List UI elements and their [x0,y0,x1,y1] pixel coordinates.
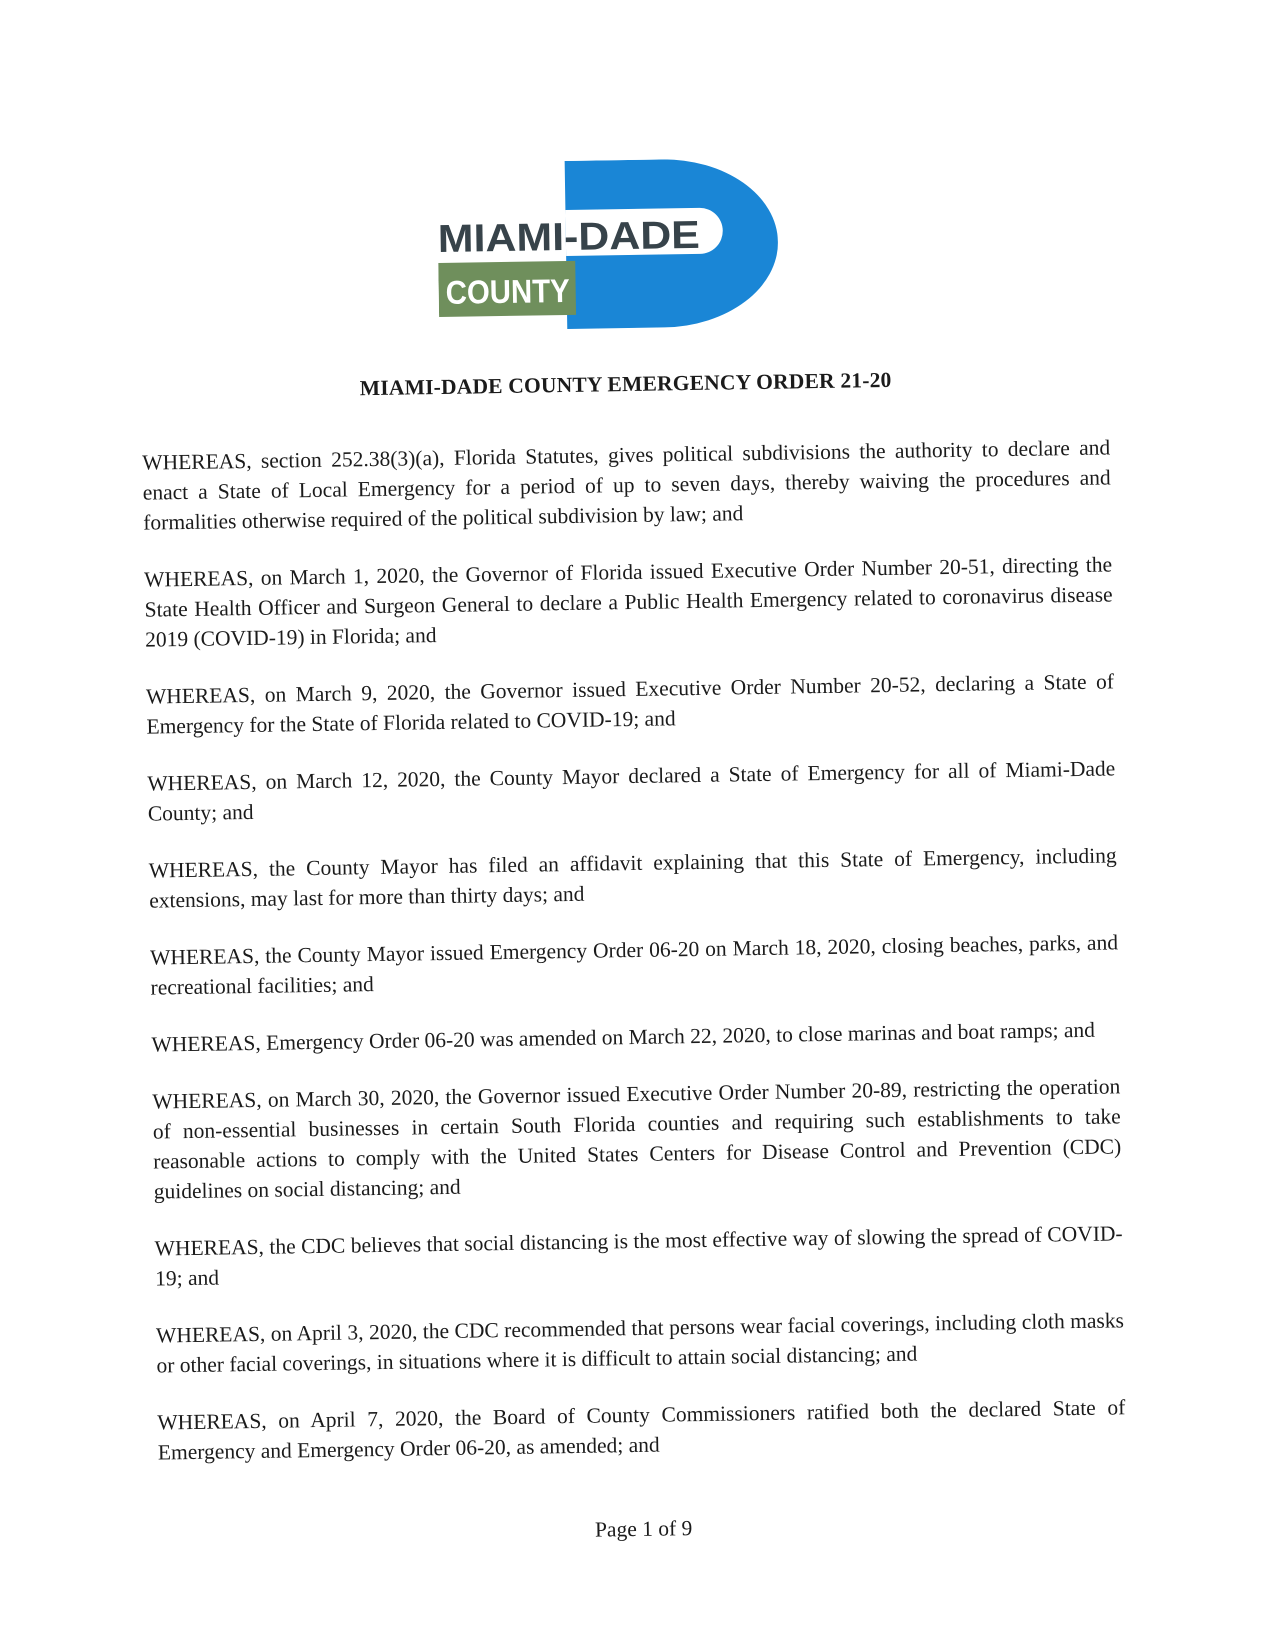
whereas-paragraph: WHEREAS, on March 12, 2020, the County Mayor declared a State of Emergency for all of Miami-Dade County; and [147,756,1116,826]
logo-wordmark-bottom: COUNTY [445,271,586,311]
whereas-paragraph: WHEREAS, on March 1, 2020, the Governor of Florida issued Executive Order Number 20-51, directing the State Health Officer and Surgeon General to declare a Public Health Emergency related to coronavirus disease 2019 (COVID-19) in Florida; and [143,552,1113,652]
whereas-paragraph: WHEREAS, the County Mayor has filed an affidavit explaining that this State of Emergency, including extensions, may last for more than thirty days; and [148,843,1117,913]
whereas-paragraph: WHEREAS, on March 30, 2020, the Governor issued Executive Order Number 20-89, restricting the operation of non-essential businesses in certain South Florida counties and requiring such establishments to take reasonable actions to comply with the United States Centers for Disease Control and Prevention (CDC) guidelines on social distancing; and [152,1074,1122,1204]
county-logo [437,158,780,333]
page-number: Page 1 of 9 [594,1516,693,1542]
whereas-paragraph: WHEREAS, the County Mayor issued Emergency Order 06-20 on March 18, 2020, closing beaches, parks, and recreational facilities; and [149,930,1119,1000]
logo-wordmark-top: MIAMI-DADE [437,214,677,261]
whereas-paragraph: WHEREAS, on April 7, 2020, the Board of County Commissioners ratified both the declared State of Emergency and Emergency Order 06-20, as amended; and [157,1395,1126,1465]
document-title: MIAMI-DADE COUNTY EMERGENCY ORDER 21-20 [359,367,892,401]
whereas-paragraph: WHEREAS, on April 3, 2020, the CDC recommended that persons wear facial coverings, including cloth masks or other facial coverings, in situations where it is difficult to attain social distancing; and [155,1308,1125,1378]
whereas-paragraph: WHEREAS, on March 9, 2020, the Governor issued Executive Order Number 20-52, declaring a State of Emergency for the State of Florida related to COVID-19; and [145,669,1115,739]
whereas-paragraph: WHEREAS, section 252.38(3)(a), Florida Statutes, gives political subdivisions the authority to declare and enact a State of Local Emergency for a period of up to seven days, thereby waiving the procedures and formalities otherwise required of the political subdivision by law; and [142,435,1111,535]
whereas-paragraph: WHEREAS, the CDC believes that social distancing is the most effective way of slowing the spread of COVID-19; and [154,1221,1123,1291]
whereas-paragraph: WHEREAS, Emergency Order 06-20 was amended on March 22, 2020, to close marinas and boat ramps; and [151,1017,1096,1057]
document-body [142,432,1126,1494]
